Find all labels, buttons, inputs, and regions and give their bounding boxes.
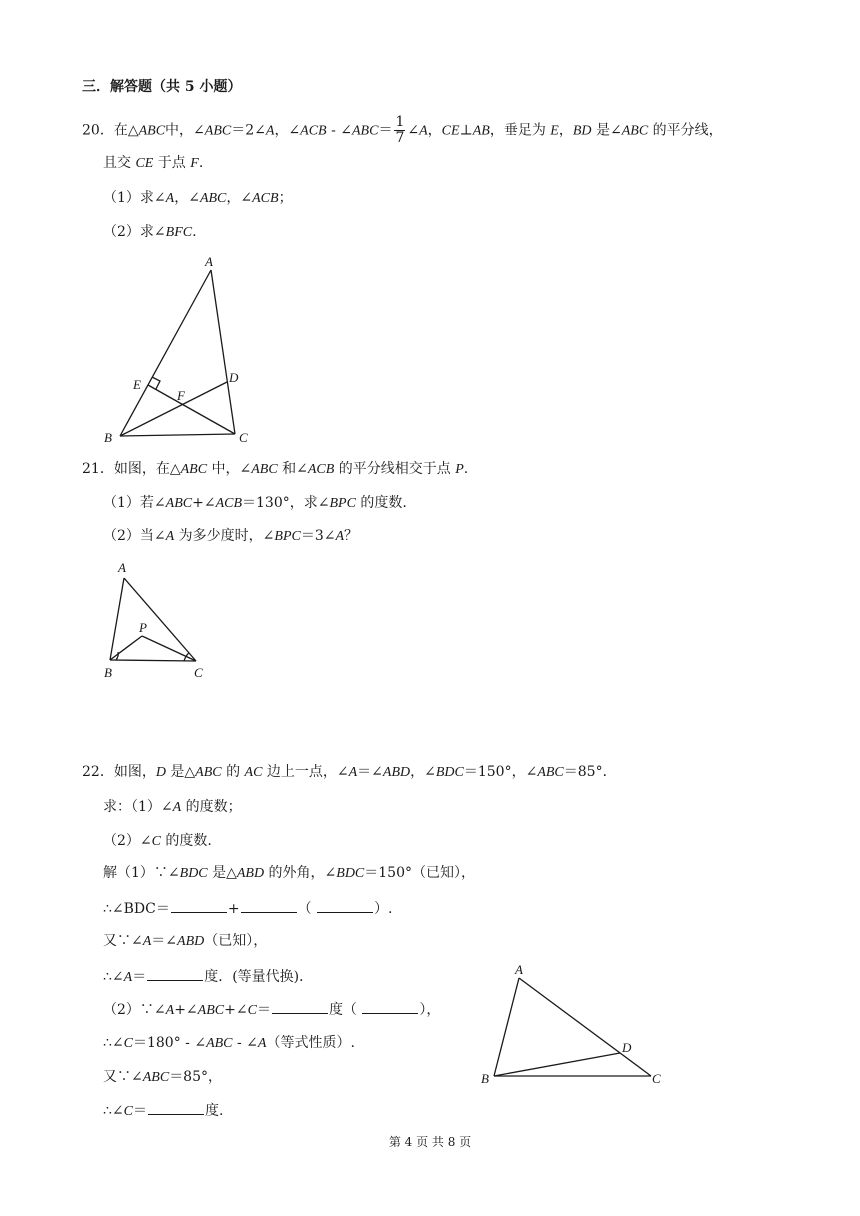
q22-text: ＝150°，∠ [463, 764, 538, 780]
q20-var: AB [472, 123, 490, 139]
q20-var: A [419, 123, 428, 139]
q20-var: CE [441, 123, 460, 139]
q21-var: ABC [180, 462, 208, 477]
q22-text: 的外角，∠ [264, 865, 337, 881]
q21-var: A [335, 529, 345, 544]
q22-var: ABC [195, 765, 222, 780]
q22-text: ＝180° - ∠ [132, 1035, 207, 1051]
q20-text: 是∠ [591, 122, 622, 139]
q20-text: ⊥ [459, 122, 473, 139]
segment-ac [519, 978, 651, 1076]
q20-var: F [190, 156, 199, 171]
q22-text: + [227, 901, 240, 917]
label-f: F [177, 388, 185, 403]
q20-text: ， [427, 122, 442, 139]
label-a: A [118, 560, 126, 575]
fraction-denominator: 7 [395, 130, 405, 146]
q22-text: 又∵∠ [103, 933, 143, 949]
q22-text: +∠ [224, 1002, 248, 1018]
q20-text: 且交 [103, 155, 136, 171]
q22-text: ，∠ [410, 764, 436, 780]
q20-text: （2）求∠ [103, 224, 166, 240]
q22-text: 解（1）∵∠ [103, 865, 180, 881]
q22-text: 边上一点，∠ [262, 764, 349, 780]
label-a: A [515, 962, 523, 977]
q22-text: 度．(等量代换)． [204, 969, 314, 985]
q22-text: 求：（1）∠ [103, 799, 173, 815]
q20-text: ，∠ [226, 190, 253, 206]
q20-text: ，∠ [174, 190, 200, 206]
q22-var: C [247, 1003, 257, 1018]
q21-var: ABC [251, 462, 278, 477]
q21-var: P [455, 462, 464, 477]
segment-ab [494, 978, 519, 1076]
q22-var: ABD [382, 765, 411, 780]
label-a: A [205, 254, 213, 269]
q21-text: +∠ [192, 495, 216, 511]
q22-var: ABC [142, 1070, 170, 1085]
q20-text: （1）求∠ [103, 190, 166, 206]
q21-text: 的度数. [355, 495, 407, 511]
label-c: C [239, 430, 248, 445]
q21-var: BPC [274, 529, 301, 544]
q22-var: ABC [537, 765, 564, 780]
q22-text: 22．如图， [82, 764, 156, 780]
q21-text: 21．如图，在△ [82, 461, 181, 477]
label-c: C [194, 665, 203, 680]
page-footer: 第 4 页 共 8 页 [388, 1135, 472, 1149]
q20-text: 于点 [153, 155, 191, 171]
q20-text: ＝2∠ [231, 122, 266, 139]
q22-text: ）， [419, 1002, 441, 1018]
q22-var: A [165, 1003, 175, 1018]
q22-var: C [123, 1036, 133, 1051]
q20-text: ； [278, 190, 293, 206]
q20-text: ，∠ [274, 122, 301, 139]
q20-var: A [265, 123, 275, 139]
q22-text: 是△ [165, 764, 196, 780]
q22-text: 度（ [328, 1002, 362, 1018]
q22-text: （ [297, 901, 317, 917]
q22-text: ＝ [132, 1103, 147, 1119]
q20-var: ACB [300, 123, 327, 139]
label-e: E [133, 377, 141, 392]
q22-var: C [123, 1104, 133, 1119]
q21-text: ＝3∠ [300, 528, 336, 544]
q22-text: ＝85°， [169, 1069, 223, 1085]
q22-text: ＝85°． [563, 764, 617, 780]
label-d: D [229, 370, 239, 385]
q22-var: BDC [179, 866, 208, 881]
q22-var: BDC [435, 765, 464, 780]
q21-var: ABC [165, 496, 193, 511]
q21-var: ACB [307, 462, 335, 477]
q22-text: 度. [204, 1103, 224, 1119]
q21-text: 为多少度时，∠ [174, 528, 275, 544]
q22-text: ∴∠ [103, 969, 124, 985]
q20-text: ，垂足为 [489, 122, 551, 139]
q21-text: 的平分线相交于点 [334, 461, 456, 477]
q22-text: - ∠ [232, 1035, 258, 1051]
q20-text: . [198, 155, 204, 171]
q22-text: +∠ [174, 1002, 198, 1018]
q20-text: 的平分线， [648, 122, 723, 139]
q21-text: （1）若∠ [103, 495, 166, 511]
q20-text: 20．在△ [82, 122, 139, 139]
label-c: C [652, 1071, 661, 1086]
q20-var: ACB [252, 191, 279, 206]
q22-var: A [123, 970, 133, 985]
q22-var: ABD [177, 934, 205, 949]
q21-text: （2）当∠ [103, 528, 166, 544]
label-p: P [139, 620, 147, 635]
q22-text: ）. [374, 901, 393, 917]
q22-var: BDC [336, 866, 365, 881]
q20-var: ABC [199, 191, 227, 206]
q22-text: ＝ [132, 969, 147, 985]
q22-text: 的度数； [181, 799, 242, 815]
section-title: 三．解答题（共 5 小题） [82, 79, 242, 95]
q20-text: - ∠ [326, 122, 352, 139]
q22-text: （2）∠ [103, 833, 152, 849]
q22-text: ＝150°（已知）， [364, 865, 475, 881]
q20-var: ABC [204, 123, 232, 139]
q20-text: 中，∠ [165, 122, 205, 139]
q22-var: A [142, 934, 152, 949]
q22-var: ABD [236, 866, 265, 881]
q22-text: ＝∠ [151, 933, 178, 949]
q22-text: ∴∠ [103, 1103, 124, 1119]
q22-var: ABC [206, 1036, 233, 1051]
q22-var: D [155, 765, 166, 780]
q22-var: AC [244, 765, 263, 780]
q20-text: ， [558, 122, 573, 139]
q21-text: ＝130°，求∠ [242, 495, 330, 511]
segment-bd [494, 1053, 620, 1076]
q20-var: ABC [138, 123, 166, 139]
q20-var: BFC [165, 225, 193, 240]
q22-text: 的 [221, 764, 245, 780]
q21-text: 和∠ [277, 461, 308, 477]
q20-var: ABC [352, 123, 379, 139]
q21-text: . [463, 461, 469, 477]
q20-var: A [165, 191, 175, 206]
q21-var: A [165, 529, 175, 544]
q22-var: ABC [197, 1003, 225, 1018]
q22-var: A [257, 1036, 267, 1051]
q22-text: 又∵∠ [103, 1069, 143, 1085]
q22-text: ＝∠ [357, 764, 383, 780]
q22-text: 是△ [207, 865, 237, 881]
q20-var: E [550, 123, 559, 139]
q22-text: ∴∠ [103, 1035, 124, 1051]
q22-text: （2）∵∠ [103, 1002, 166, 1018]
q22-var: A [172, 800, 182, 815]
q21-text: 中，∠ [207, 461, 252, 477]
q22-var: C [151, 834, 161, 849]
q20-var: BD [572, 123, 592, 139]
label-d: D [622, 1040, 632, 1055]
q22-text: （等式性质）. [266, 1035, 355, 1051]
q22-text: ＝ [256, 1002, 271, 1018]
q22-text: （已知）， [204, 933, 268, 949]
label-b: B [481, 1071, 489, 1086]
q21-var: ACB [215, 496, 243, 511]
q22-var: A [348, 765, 358, 780]
label-b: B [104, 430, 112, 445]
label-b: B [104, 665, 112, 680]
q20-text: . [192, 224, 197, 240]
q20-var: ABC [621, 123, 649, 139]
fraction-numerator: 1 [395, 114, 405, 130]
q21-text: ？ [344, 528, 359, 544]
q22-text: ∴∠BDC＝ [103, 901, 170, 917]
q21-var: BPC [329, 496, 356, 511]
q20-var: CE [135, 156, 154, 171]
q20-text: ＝ [378, 122, 393, 139]
q22-text: 的度数. [160, 833, 212, 849]
q20-text: ∠ [407, 122, 420, 139]
